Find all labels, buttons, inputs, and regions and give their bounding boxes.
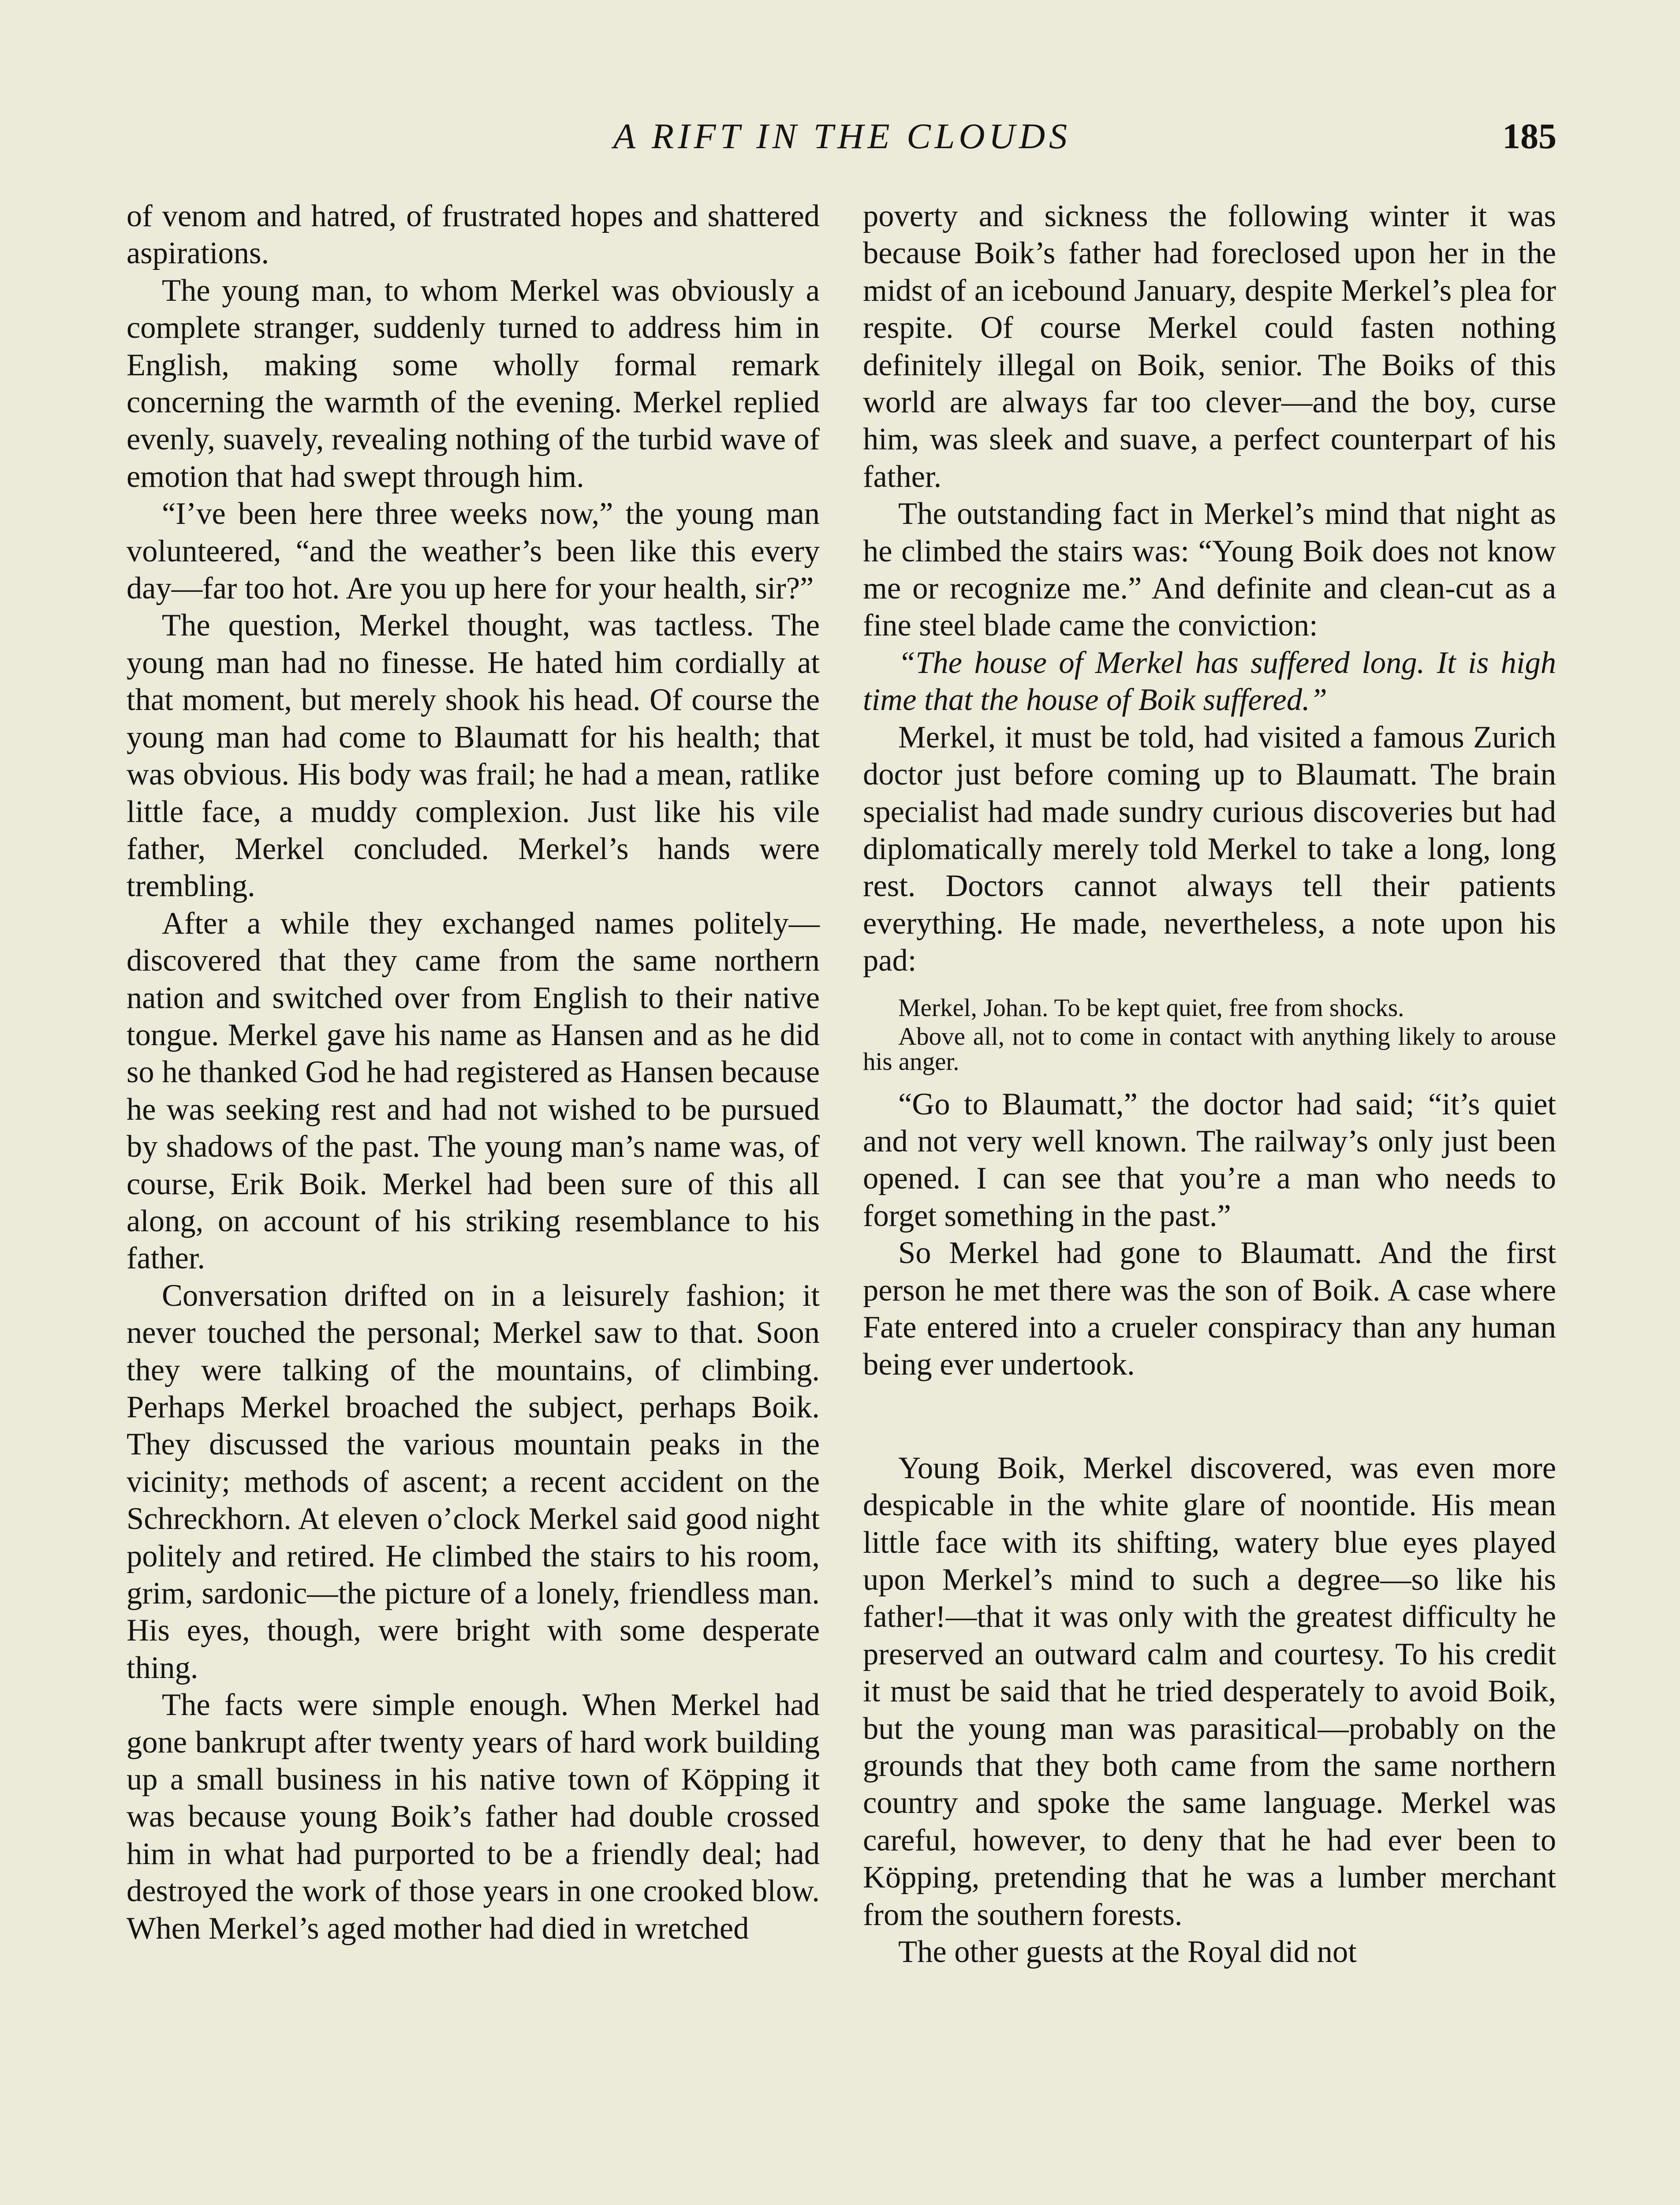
note-line: Above all, not to come in contact with anything likely to arouse his anger. [863,1022,1556,1076]
paragraph: The facts were simple enough. When Merkel had gone bankrupt after twenty years of hard work building up a small business in his native town of Köpping it was because young Boik’s father had double crossed him in what had purported to be a friendly deal; had destroyed the work of those years in one crooked blow. When Merkel’s aged mother had died in wretched [127,1688,820,1946]
doctor-note [863,995,1556,1074]
left-column [127,198,820,1947]
paragraph: Conversation drifted on in a leisurely fashion; it never touched the personal; Merkel saw to that. Soon they were talking of the mountains, of climbing. Perhaps Merkel broached the subject, perhaps Boik. They discussed the various mountain peaks in the vicinity; methods of ascent; a recent accident on the Schreckhorn. At eleven o’clock Merkel said good night politely and retired. He climbed the stairs to his room, grim, sardonic—the picture of a lonely, friendless man. His eyes, though, were bright with some desperate thing. [127,1278,820,1685]
page-header [128,116,1557,164]
paragraph: of venom and hatred, of frustrated hopes and shattered aspirations. [127,199,820,271]
paragraph: poverty and sickness the following winter it was because Boik’s father had foreclosed upon her in the midst of an icebound January, despite Merkel’s plea for respite. Of course Merkel could fasten nothing definitely illegal on Boik, senior. The Boiks of this world are always far too clever—and the boy, curse him, was sleek and suave, a perfect counterpart of his father. [863,199,1556,494]
paragraph: The young man, to whom Merkel was obviously a complete stranger, suddenly turned to address him in English, making some wholly formal remark concerning the warmth of the evening. Merkel replied evenly, suavely, revealing nothing of the turbid wave of emotion that had swept through him. [127,273,820,494]
paragraph: The question, Merkel thought, was tactless. The young man had no finesse. He hated him cordially at that moment, but merely shook his head. Of course the young man had come to Blaumatt for his health; that was obvious. His body was frail; he had a mean, ratlike little face, a muddy complexion. Just like his vile father, Merkel concluded. Merkel’s hands were trembling. [127,608,820,904]
italic-quote: “The house of Merkel has suffered long. It is high time that the house of Boik suffered.” [863,645,1556,718]
paragraph: The other guests at the Royal did not [898,1935,1357,1970]
section-paragraph: Young Boik, Merkel discovered, was even more despicable in the white glare of noontide. His mean little face with its shifting, watery blue eyes played upon Merkel’s mind to such a degree—so like his father!—that it was only with the greatest difficulty he preserved an outward calm and courtesy. To his credit it must be said that he tried desperately to avoid Boik, but the young man was parasitical—probably on the grounds that they both came from the same northern country and spoke the same language. Merkel was careful, however, to deny that he had ever been to Köpping, pretending that he was a lumber merchant from the southern forests. [863,1450,1556,1932]
page-number: 185 [1502,116,1557,156]
paragraph: “Go to Blaumatt,” the doctor had said; “it’s quiet and not very well known. The railway’s only just been opened. I can see that you’re a man who needs to forget something in the past.” [863,1087,1556,1233]
paragraph: So Merkel had gone to Blaumatt. And the first person he met there was the son of Boik. A case where Fate entered into a crueler conspiracy than any human being ever undertook. [863,1236,1556,1382]
note-line: Merkel, Johan. To be kept quiet, free from shocks. [898,994,1404,1022]
paragraph: “I’ve been here three weeks now,” the young man volunteered, “and the weather’s been like this every day—far too hot. Are you up here for your health, sir?” [127,497,820,606]
paragraph: After a while they exchanged names politely—discovered that they came from the same northern nation and switched over from English to their native tongue. Merkel gave his name as Hansen and as he did so he thanked God he had registered as Hansen because he was seeking rest and had not wished to be pursued by shadows of the past. The young man’s name was, of course, Erik Boik. Merkel had been sure of this all along, on account of his striking resemblance to his father. [127,906,820,1276]
running-title: A RIFT IN THE CLOUDS [613,116,1071,156]
paragraph: The outstanding fact in Merkel’s mind that night as he climbed the stairs was: “Young Boik does not know me or recognize me.” And definite and clean-cut as a fine steel blade came the conviction: [863,497,1556,643]
paragraph: Merkel, it must be told, had visited a famous Zurich doctor just before coming up to Blaumatt. The brain specialist had made sundry curious discoveries but had diplomatically merely told Merkel to take a long, long rest. Doctors cannot always tell their patients everything. He made, nevertheless, a note upon his pad: [863,720,1556,978]
right-column [863,198,1556,1970]
